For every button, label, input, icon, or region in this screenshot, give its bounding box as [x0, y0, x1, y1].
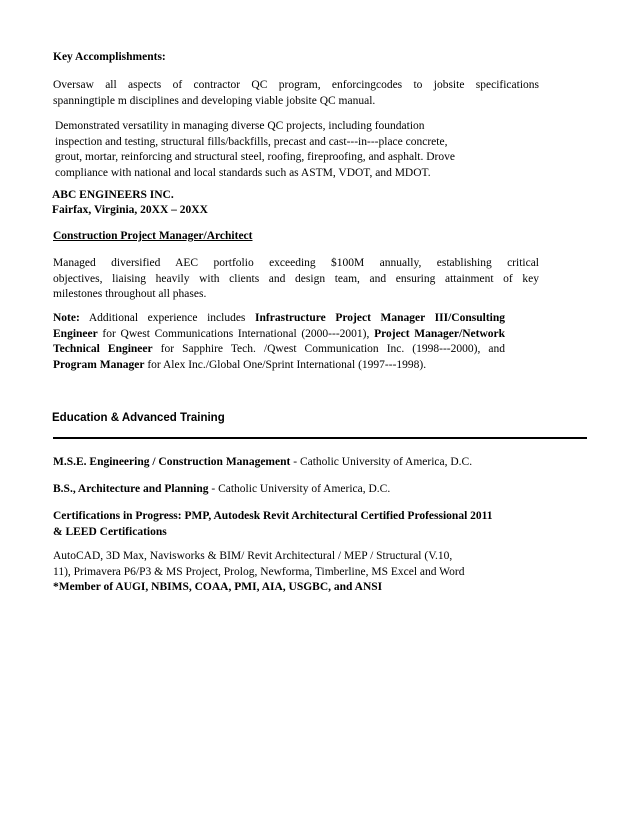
degree-school: - Catholic University of America, D.C. [208, 483, 391, 495]
job-title: Construction Project Manager/Architect [53, 230, 253, 242]
text-line: compliance with national and local standards such as ASTM, VDOT, and MDOT. [55, 166, 431, 179]
employer-name: ABC ENGINEERS INC. [52, 189, 174, 201]
degree-school: - Catholic University of America, D.C. [290, 456, 473, 468]
section-divider [53, 437, 587, 439]
note-role: Infrastructure Project Manager III/Consulting Engineer [53, 312, 505, 340]
memberships: *Member of AUGI, NBIMS, COAA, PMI, AIA, USGBC, and ANSI [53, 581, 383, 593]
text-line: grout, mortar, reinforcing and structural steel, roofing, fireproofing, and asphalt. Drove [55, 151, 455, 163]
employer-location: Fairfax, Virginia, 20XX – 20XX [52, 204, 208, 216]
text-line: Demonstrated versatility in managing diverse QC projects, including foundation [55, 120, 425, 132]
education-heading: Education & Advanced Training [52, 412, 225, 424]
job-summary [53, 256, 539, 303]
key-accomplishments-heading: Key Accomplishments: [53, 51, 166, 63]
degree-bs [53, 482, 539, 498]
text-line: & LEED Certifications [53, 525, 167, 538]
text-line: 11), Primavera P6/P3 & MS Project, Prolog, Newforma, Timberline, MS Excel and Word [53, 565, 465, 578]
note-role: Project Manager/Network Technical Engineer [53, 327, 505, 355]
degree-name: M.S.E. Engineering / Construction Management [53, 456, 291, 468]
degree-mse [53, 455, 539, 471]
certifications [53, 509, 539, 540]
additional-experience-note [53, 311, 505, 373]
text-line: Managed diversified AEC portfolio exceeding $100M annually, establishing critical [53, 257, 539, 269]
text-line: AutoCAD, 3D Max, Navisworks & BIM/ Revit Architectural / MEP / Structural (V.10, [53, 550, 453, 562]
text-line: milestones throughout all phases. [53, 288, 207, 300]
note-text: for Alex Inc./Global One/Sprint International (1997-‐-1998). [144, 358, 427, 371]
note-label: Note: [53, 312, 80, 324]
text-line: objectives, liaising heavily with clients and design team, and ensuring attainment of key [53, 272, 539, 285]
note-role: Program Manager [53, 358, 145, 371]
software-skills [53, 549, 539, 580]
note-text: Additional experience includes [79, 312, 256, 324]
accomplishment-qc-program [53, 78, 539, 109]
note-text: for Sapphire Tech. /Qwest Communication Inc. (1998-‐-2000), and [152, 343, 505, 355]
degree-name: B.S., Architecture and Planning [53, 483, 209, 495]
text-line: Oversaw all aspects of contractor QC program, enforcingcodes to jobsite specifications [53, 79, 539, 91]
text-line: inspection and testing, structural fills/backfills, precast and cast-‐-in-‐-place concrete, [55, 135, 448, 148]
note-text: for Qwest Communications International (2000-‐-2001), [97, 327, 375, 340]
text-line: Certifications in Progress: PMP, Autodesk Revit Architectural Certified Professional 2011 [53, 510, 493, 522]
accomplishment-qc-versatility [55, 119, 525, 181]
text-line: spanningtiple m disciplines and developing viable jobsite QC manual. [53, 94, 376, 107]
